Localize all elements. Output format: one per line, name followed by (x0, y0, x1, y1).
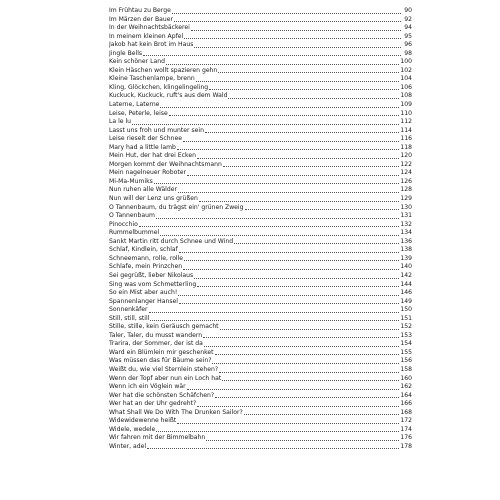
toc-entry-title: Ward ein Blümlein mir geschenket (109, 348, 214, 356)
toc-entry (109, 178, 412, 187)
toc-entry (109, 33, 412, 42)
toc-entry-page: 138 (400, 246, 412, 254)
toc-entry (109, 75, 412, 84)
toc-entry-title: Im Märzen der Bauer (109, 15, 174, 23)
toc-entry (109, 50, 412, 59)
dot-leader (220, 323, 400, 330)
toc-entry-title: Sei gegrüßt, lieber Nikolaus (109, 271, 194, 279)
dot-leader (228, 92, 399, 99)
dot-leader (234, 238, 399, 245)
toc-entry (109, 127, 412, 136)
toc-entry-page: 95 (404, 32, 412, 40)
toc-entry-page: 108 (400, 92, 412, 100)
dot-leader (147, 443, 399, 450)
toc-entry-page: 98 (404, 49, 412, 57)
toc-entry (109, 375, 412, 384)
dot-leader (191, 24, 401, 31)
toc-entry-title: Sankt Martin ritt durch Schnee und Wind (109, 237, 234, 245)
toc-entry-page: 144 (400, 280, 412, 288)
toc-entry-page: 104 (400, 75, 412, 83)
toc-entry (109, 135, 412, 144)
toc-entry-title: Jakob hat kein Brot im Haus (109, 41, 194, 49)
toc-entry-title: Nun will der Lenz uns grüßen (109, 195, 198, 203)
toc-entry-page: 112 (400, 118, 412, 126)
toc-entry (109, 298, 412, 307)
toc-entry-title: Leise, Peterle, leise (109, 109, 168, 117)
toc-entry (109, 16, 412, 25)
dot-leader (160, 101, 399, 108)
toc-entry-title: In der Weihnachtsbäckerei (109, 24, 190, 32)
dot-leader (223, 161, 400, 168)
toc-entry (109, 7, 412, 16)
toc-entry-page: 156 (400, 357, 412, 365)
toc-entry (109, 161, 412, 170)
toc-entry-page: 172 (400, 417, 412, 425)
toc-entry-title: Morgen kommt der Weihnachtsmann (109, 160, 222, 168)
toc-entry (109, 169, 412, 178)
dot-leader (218, 67, 399, 74)
toc-entry (109, 417, 412, 426)
toc-entry (109, 92, 412, 101)
dot-leader (203, 332, 399, 339)
toc-entry-page: 124 (400, 169, 412, 177)
dot-leader (206, 434, 399, 441)
table-of-contents (109, 7, 412, 451)
dot-leader (215, 392, 399, 399)
toc-entry (109, 24, 412, 33)
toc-entry-page: 142 (400, 271, 412, 279)
toc-entry-page: 139 (400, 254, 412, 262)
dot-leader (178, 186, 399, 193)
toc-entry-page: 94 (404, 24, 412, 32)
dot-leader (194, 272, 399, 279)
toc-entry-page: 140 (400, 263, 412, 271)
toc-entry (109, 221, 412, 230)
toc-entry-page: 174 (400, 425, 412, 433)
toc-entry (109, 434, 412, 443)
toc-entry-title: Jingle Bells (109, 49, 143, 57)
toc-entry (109, 110, 412, 119)
toc-entry (109, 315, 412, 324)
toc-entry-title: Wer hat an der Uhr gedreht? (109, 400, 197, 408)
toc-entry-page: 178 (400, 442, 412, 450)
toc-entry (109, 144, 412, 153)
toc-entry-title: Weißt du, wie viel Sternlein stehen? (109, 365, 219, 373)
toc-entry-page: 164 (400, 391, 412, 399)
dot-leader (187, 383, 400, 390)
toc-entry-title: Rummelbummel (109, 229, 160, 237)
dot-leader (204, 340, 399, 347)
toc-entry-page: 162 (400, 383, 412, 391)
toc-entry-page: 168 (400, 408, 412, 416)
dot-leader (196, 75, 400, 82)
dot-leader (205, 127, 399, 134)
toc-entry (109, 212, 412, 221)
toc-entry-page: 134 (400, 229, 412, 237)
toc-entry-page: 155 (400, 348, 412, 356)
toc-entry-title: Trarira, der Sommer, der ist da (109, 340, 203, 348)
toc-entry-page: 128 (400, 186, 412, 194)
toc-entry (109, 366, 412, 375)
toc-entry-title: Stille, stille, kein Geräusch gemacht (109, 323, 219, 331)
toc-entry-title: Mary had a little lamb (109, 143, 176, 151)
toc-entry-page: 158 (400, 365, 412, 373)
toc-entry-title: Taler, Taler, du musst wandern (109, 331, 203, 339)
dot-leader (187, 169, 399, 176)
toc-entry-title: Wenn der Topf aber nun ein Loch hat (109, 374, 222, 382)
toc-entry-page: 129 (400, 195, 412, 203)
toc-entry-title: Was müssen das für Bäume sein? (109, 357, 212, 365)
toc-entry-page: 122 (400, 160, 412, 168)
toc-entry (109, 323, 412, 332)
toc-entry-page: 92 (404, 15, 412, 23)
toc-entry (109, 229, 412, 238)
dot-leader (219, 366, 399, 373)
toc-entry-page: 136 (400, 237, 412, 245)
toc-entry (109, 281, 412, 290)
toc-entry (109, 186, 412, 195)
toc-entry-title: O Tannenbaum, du trägst ein' grünen Zweig (109, 203, 244, 211)
toc-entry-page: 176 (400, 434, 412, 442)
dot-leader (184, 33, 401, 40)
toc-entry-page: 130 (400, 203, 412, 211)
toc-entry-title: La le lu (109, 118, 132, 126)
toc-entry (109, 84, 412, 93)
dot-leader (197, 281, 399, 288)
toc-entry-page: 96 (404, 41, 412, 49)
toc-entry-page: 154 (400, 340, 412, 348)
toc-entry-page: 146 (400, 289, 412, 297)
toc-entry-title: Kein schöner Land (109, 58, 165, 66)
toc-entry-title: Still, still, still (109, 314, 150, 322)
dot-leader (222, 375, 399, 382)
toc-entry-title: Wir fahren mit der Bimmelbahn (109, 434, 206, 442)
dot-leader (199, 195, 400, 202)
toc-entry-title: So ein Mist aber auch! (109, 289, 178, 297)
dot-leader (178, 289, 399, 296)
dot-leader (150, 315, 399, 322)
dot-leader (169, 110, 400, 117)
toc-entry-page: 132 (400, 220, 412, 228)
toc-entry-title: What Shall We Do With The Drunken Sailor? (109, 408, 243, 416)
dot-leader (215, 349, 400, 356)
toc-entry-page: 153 (400, 331, 412, 339)
toc-entry-page: 110 (400, 109, 412, 117)
dot-leader (197, 400, 399, 407)
toc-entry-title: Schneemann, rolle, rolle (109, 254, 184, 262)
dot-leader (177, 144, 399, 151)
toc-entry-title: Pinocchio (109, 220, 138, 228)
dot-leader (194, 41, 401, 48)
toc-entry (109, 357, 412, 366)
toc-entry (109, 263, 412, 272)
dot-leader (184, 255, 399, 262)
toc-entry-page: 90 (404, 7, 412, 14)
toc-entry-page: 109 (400, 101, 412, 109)
dot-leader (179, 246, 400, 253)
toc-entry (109, 349, 412, 358)
dot-leader (156, 212, 399, 219)
dot-leader (174, 16, 401, 23)
toc-entry (109, 118, 412, 127)
toc-entry-page: 100 (400, 58, 412, 66)
dot-leader (197, 152, 399, 159)
toc-entry (109, 409, 412, 418)
toc-entry-title: Sing was vom Schmetterling (109, 280, 197, 288)
toc-entry-title: Mi-Ma-Mumiks (109, 177, 153, 185)
toc-entry-title: Wenn ich ein Vöglein wär (109, 383, 186, 391)
toc-entry (109, 392, 412, 401)
dot-leader (154, 178, 400, 185)
dot-leader (132, 118, 399, 125)
toc-entry-title: Lasst uns froh und munter sein (109, 126, 204, 134)
dot-leader (149, 306, 400, 313)
dot-leader (244, 409, 400, 416)
dot-leader (183, 263, 399, 270)
dot-leader (212, 357, 399, 364)
toc-entry (109, 272, 412, 281)
toc-entry-page: 114 (400, 126, 412, 134)
toc-entry-page: 102 (400, 66, 412, 74)
dot-leader (209, 84, 399, 91)
toc-entry-title: Nun ruhen alle Wälder (109, 186, 177, 194)
toc-entry-title: Leise rieselt der Schnee (109, 135, 182, 143)
toc-entry-page: 166 (400, 400, 412, 408)
toc-entry-title: In meinem kleinen Apfel (109, 32, 184, 40)
dot-leader (166, 58, 399, 65)
toc-entry-page: 118 (400, 143, 412, 151)
toc-entry-title: Winter, adel (109, 442, 147, 450)
toc-entry (109, 340, 412, 349)
toc-entry-title: Sonnenkäfer (109, 306, 148, 314)
toc-entry (109, 289, 412, 298)
toc-entry-title: Widewidewenne heißt (109, 417, 177, 425)
toc-entry-page: 149 (400, 297, 412, 305)
toc-entry-page: 116 (400, 135, 412, 143)
toc-entry-title: Schlaf, Kindlein, schlaf (109, 246, 178, 254)
toc-entry (109, 238, 412, 247)
toc-entry-page: 160 (400, 374, 412, 382)
toc-entry-title: Kling, Glöckchen, klingelingeling (109, 83, 209, 91)
toc-entry-page: 150 (400, 306, 412, 314)
toc-entry-page: 126 (400, 177, 412, 185)
toc-entry (109, 255, 412, 264)
toc-entry-title: Mein Hut, der hat drei Ecken (109, 152, 196, 160)
toc-entry (109, 400, 412, 409)
toc-entry (109, 246, 412, 255)
toc-entry-title: Kleine Taschenlampe, brenn (109, 75, 195, 83)
toc-entry-title: Spannenlanger Hansel (109, 297, 178, 305)
toc-entry-title: Schlafe, mein Prinzchen (109, 263, 183, 271)
toc-entry-page: 120 (400, 152, 412, 160)
toc-entry-page: 151 (400, 314, 412, 322)
toc-entry (109, 443, 412, 452)
toc-entry-title: Laterne, Laterne (109, 101, 160, 109)
toc-entry-title: Mein nagelneuer Roboter (109, 169, 186, 177)
dot-leader (172, 7, 401, 14)
toc-entry-page: 106 (400, 83, 412, 91)
dot-leader (156, 426, 399, 433)
toc-entry-title: Klein Häschen wollt spazieren gehn (109, 66, 218, 74)
toc-entry-title: Wer hat die schönsten Schäfchen? (109, 391, 215, 399)
dot-leader (177, 417, 399, 424)
toc-entry (109, 67, 412, 76)
toc-entry (109, 306, 412, 315)
toc-entry-title: Kuckuck, Kuckuck, ruft's aus dem Wald (109, 92, 228, 100)
toc-entry (109, 332, 412, 341)
toc-entry (109, 204, 412, 213)
toc-entry-page: 131 (400, 212, 412, 220)
dot-leader (139, 221, 400, 228)
toc-entry-title: O Tannenbaum (109, 212, 155, 220)
toc-entry (109, 383, 412, 392)
dot-leader (245, 204, 400, 211)
toc-entry (109, 195, 412, 204)
toc-entry (109, 152, 412, 161)
toc-entry-page: 152 (400, 323, 412, 331)
toc-entry (109, 101, 412, 110)
dot-leader (183, 135, 399, 142)
dot-leader (160, 229, 399, 236)
toc-entry (109, 41, 412, 50)
dot-leader (143, 50, 401, 57)
toc-entry (109, 58, 412, 67)
toc-entry-title: Widele, wedele (109, 425, 156, 433)
toc-entry-title: Im Frühtau zu Berge (109, 7, 171, 14)
dot-leader (179, 298, 399, 305)
toc-entry (109, 426, 412, 435)
